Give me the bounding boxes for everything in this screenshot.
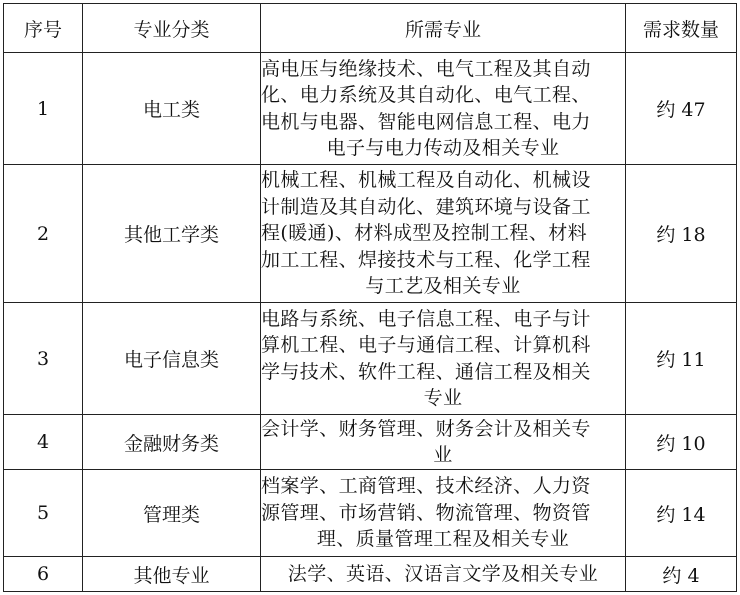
table-row <box>4 415 737 470</box>
row-category: 其他专业 <box>83 557 261 592</box>
table-row <box>4 557 737 592</box>
majors-line: 与工艺及相关专业 <box>365 275 521 298</box>
majors-line: 计制造及其自动化、建筑环境与设备工 <box>261 195 591 218</box>
row-majors <box>261 557 626 592</box>
majors-line: 业 <box>433 444 453 466</box>
table-row <box>4 470 737 557</box>
row-category: 金融财务类 <box>83 415 261 470</box>
row-majors <box>261 470 626 557</box>
row-no: 2 <box>4 165 83 303</box>
row-category: 管理类 <box>83 470 261 557</box>
header-category: 专业分类 <box>83 4 261 53</box>
row-category: 电子信息类 <box>83 303 261 415</box>
majors-line: 化、电力系统及其自动化、电气工程、 <box>261 84 591 106</box>
row-category: 电工类 <box>83 53 261 165</box>
row-no: 5 <box>4 470 83 557</box>
row-demand: 约 47 <box>626 53 737 165</box>
row-demand: 约 4 <box>626 557 737 592</box>
header-demand: 需求数量 <box>626 4 737 53</box>
majors-line: 高电压与绝缘技术、电气工程及其自动 <box>261 57 591 80</box>
table-row <box>4 53 737 165</box>
table-row <box>4 165 737 303</box>
row-majors <box>261 53 626 165</box>
majors-line: 源管理、市场营销、物流管理、物资管 <box>261 501 591 524</box>
header-no: 序号 <box>4 4 83 53</box>
majors-line: 电机与电器、智能电网信息工程、电力 <box>261 110 591 133</box>
row-no: 6 <box>4 557 83 592</box>
majors-line: 理、质量管理工程及相关专业 <box>316 528 570 551</box>
row-majors <box>261 415 626 470</box>
majors-line: 专业 <box>423 387 463 409</box>
row-demand: 约 10 <box>626 415 737 470</box>
row-no: 3 <box>4 303 83 415</box>
majors-line: 程(暖通)、材料成型及控制工程、材料 <box>261 222 588 245</box>
row-demand: 约 18 <box>626 165 737 303</box>
majors-line: 机械工程、机械工程及自动化、机械设 <box>261 169 591 192</box>
row-majors <box>261 303 626 415</box>
majors-line: 电子与电力传动及相关专业 <box>326 137 560 159</box>
header-majors: 所需专业 <box>261 4 626 53</box>
majors-line: 学与技术、软件工程、通信工程及相关 <box>261 360 591 383</box>
majors-line: 加工工程、焊接技术与工程、化学工程 <box>261 248 591 271</box>
row-category: 其他工学类 <box>83 165 261 303</box>
row-demand: 约 14 <box>626 470 737 557</box>
majors-line: 会计学、财务管理、财务会计及相关专 <box>261 417 591 440</box>
row-demand: 约 11 <box>626 303 737 415</box>
majors-line: 档案学、工商管理、技术经济、人力资 <box>261 475 591 498</box>
row-no: 4 <box>4 415 83 470</box>
recruitment-table <box>3 3 737 592</box>
row-majors <box>261 165 626 303</box>
majors-line: 算机工程、电子与通信工程、计算机科 <box>261 334 591 356</box>
table-header-row <box>4 4 737 53</box>
row-no: 1 <box>4 53 83 165</box>
majors-line: 法学、英语、汉语言文学及相关专业 <box>287 562 599 585</box>
majors-line: 电路与系统、电子信息工程、电子与计 <box>261 307 591 330</box>
table-row <box>4 303 737 415</box>
